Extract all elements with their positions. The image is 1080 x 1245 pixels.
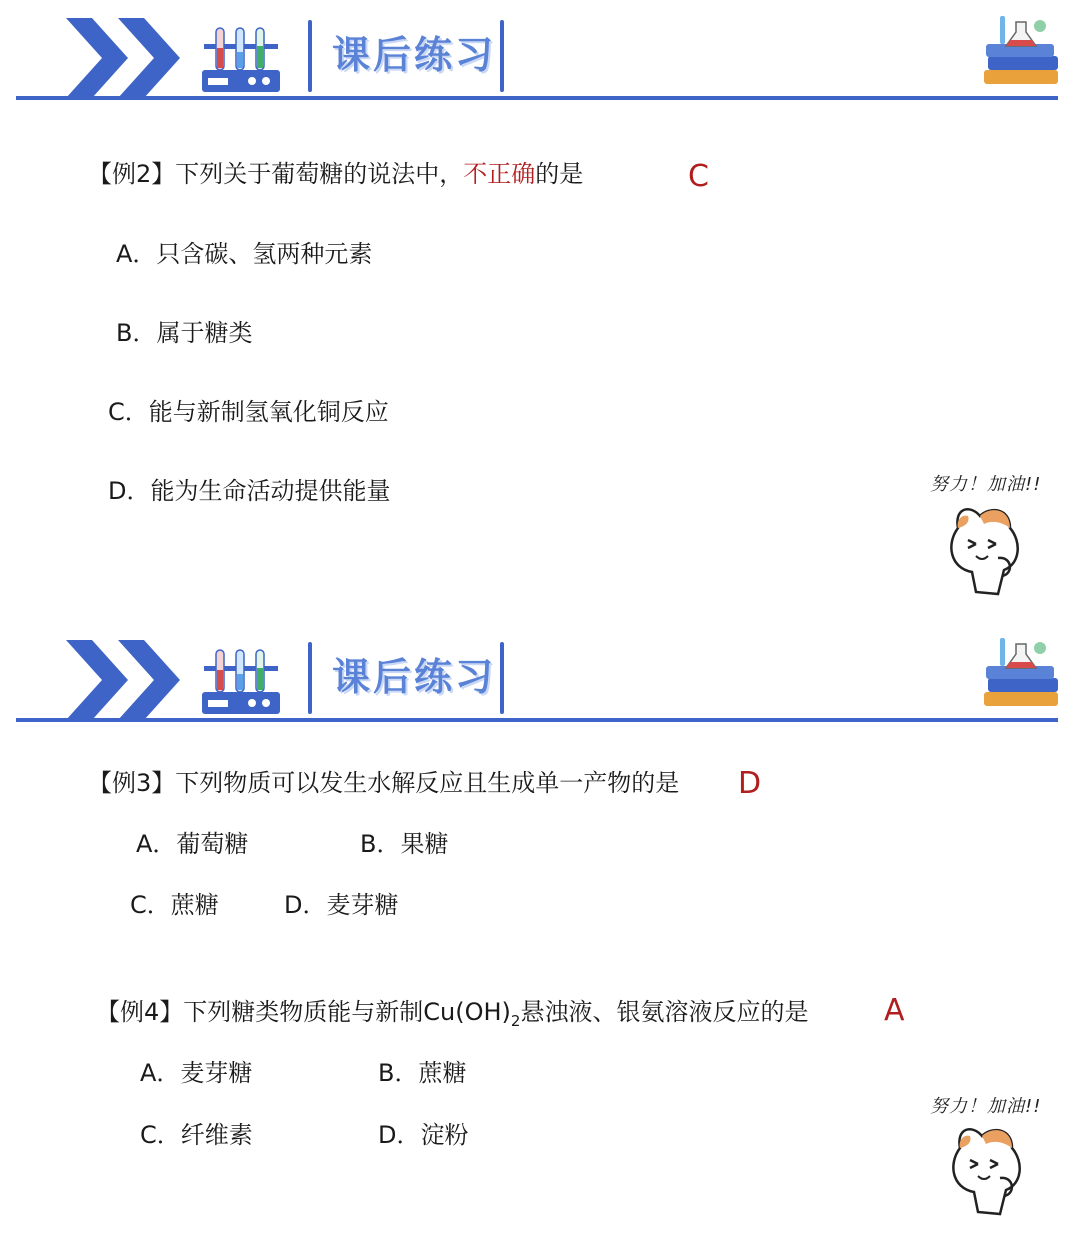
question-2-answer: C (688, 159, 709, 194)
question-4-stem-part1: 【例4】下列糖类物质能与新制Cu(OH) (96, 998, 511, 1026)
question-3-option-b: B．果糖 (360, 830, 449, 858)
question-4-option-d: D．淀粉 (378, 1121, 469, 1149)
question-3-option-d: D．麦芽糖 (284, 891, 399, 919)
question-4-subscript: 2 (510, 1011, 521, 1030)
question-2-option-d: D．能为生命活动提供能量 (108, 477, 391, 505)
section-2 (0, 622, 1080, 1245)
question-4-option-a: A．麦芽糖 (140, 1059, 253, 1087)
divider-bar (500, 642, 504, 714)
question-2-highlight: 不正确 (463, 160, 536, 188)
divider-bar (500, 20, 504, 92)
section-banner (0, 0, 1080, 110)
section-banner (0, 622, 1080, 732)
question-2-stem (88, 158, 583, 190)
question-4-answer: A (884, 993, 905, 1028)
section-title: 课后练习 (332, 655, 497, 699)
question-4-option-b: B．蔗糖 (378, 1059, 467, 1087)
cat-mascot-icon (942, 1118, 1032, 1218)
question-4-stem (96, 996, 808, 1037)
question-2-option-b: B．属于糖类 (116, 319, 253, 347)
books-flask-icon (978, 636, 1064, 716)
question-2-prefix: 【例2】下列关于葡萄糖的说法中， (88, 160, 464, 188)
question-3-option-c: C．蔗糖 (130, 891, 219, 919)
question-3-stem: 【例3】下列物质可以发生水解反应且生成单一产物的是 (88, 769, 680, 797)
test-tube-rack-icon (200, 644, 282, 716)
question-4-option-c: C．纤维素 (140, 1121, 253, 1149)
question-4-stem-part2: 悬浊液、银氨溶液反应的是 (520, 998, 809, 1026)
question-2-suffix: 的是 (535, 160, 584, 188)
test-tube-rack-icon (200, 22, 282, 94)
section-title: 课后练习 (332, 33, 497, 77)
header-rule (16, 96, 1058, 100)
question-3-answer: D (738, 766, 762, 801)
double-chevron-icon (66, 640, 184, 720)
divider-bar (308, 20, 312, 92)
cat-mascot-icon (940, 498, 1030, 598)
question-2-option-a: A．只含碳、氢两种元素 (116, 240, 373, 268)
books-flask-icon (978, 14, 1064, 94)
question-3-option-a: A．葡萄糖 (136, 830, 249, 858)
section-1 (0, 0, 1080, 620)
question-2-option-c: C．能与新制氢氧化铜反应 (108, 398, 389, 426)
double-chevron-icon (66, 18, 184, 98)
header-rule (16, 718, 1058, 722)
cheer-text: 努力！加油!! (930, 1096, 1042, 1117)
divider-bar (308, 642, 312, 714)
cheer-text: 努力！加油!! (930, 474, 1042, 495)
